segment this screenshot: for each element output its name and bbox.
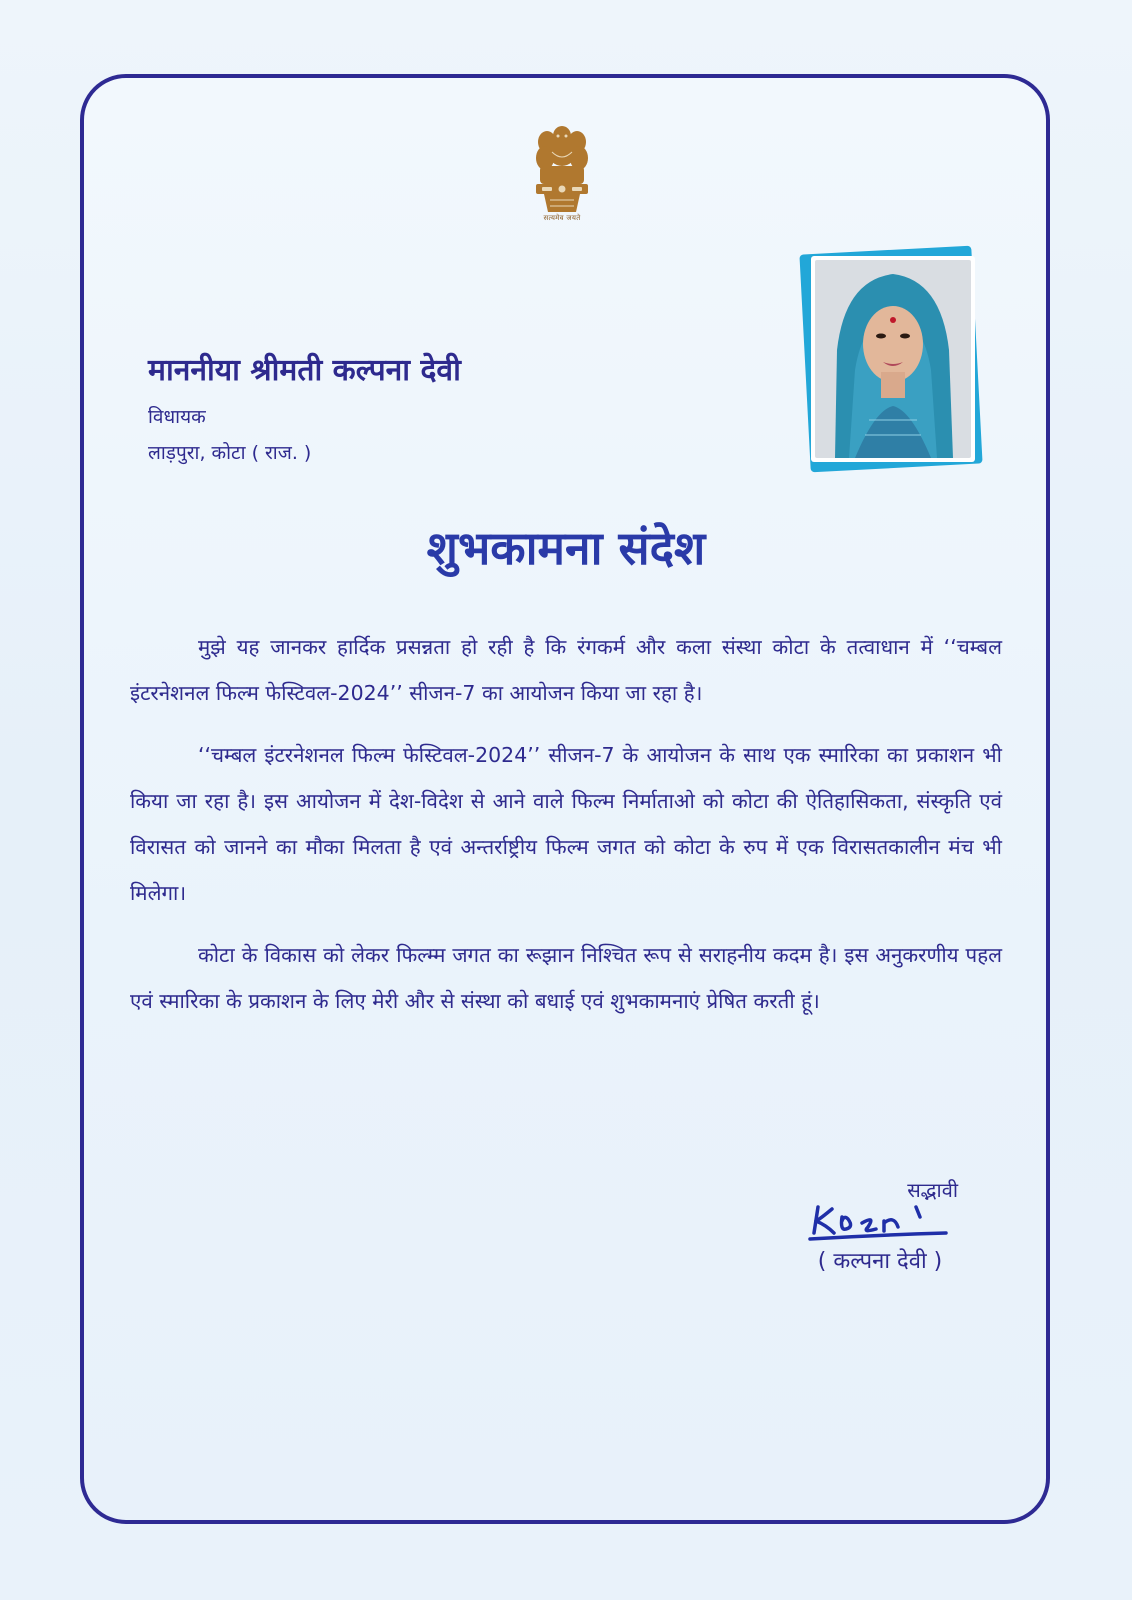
signoff-block <box>760 1176 1000 1275</box>
signature-image <box>806 1197 956 1245</box>
person-role: विधायक <box>148 406 206 428</box>
person-name: माननीया श्रीमती कल्पना देवी <box>148 353 461 388</box>
portrait-photo-frame <box>803 250 981 470</box>
signoff-name: ( कल्पना देवी ) <box>817 1249 943 1274</box>
message-paragraph: ‘‘चम्बल इंटरनेशनल फिल्म फेस्टिवल-2024’’ सीजन-7 के आयोजन के साथ एक स्मारिका का प्रकाशन भी किया जा रहा है। इस आयोजन में देश-विदेश से आने वाले फिल्म निर्माताओ को कोटा की ऐतिहासिकता, संस्कृति एवं विरासत को जानने का मौका मिलता है एवं अन्तर्राष्ट्रीय फिल्म जगत को कोटा के रुप में एक विरासतकालीन मंच भी मिलेगा। <box>130 743 1002 905</box>
message-title: शुभकामना संदेश <box>426 521 706 575</box>
message-paragraph: मुझे यह जानकर हार्दिक प्रसन्नता हो रही है कि रंगकर्म और कला संस्था कोटा के तत्वाधान में ‘‘चम्बल इंटरनेशनल फिल्म फेस्टिवल-2024’’ सीजन-7 का आयोजन किया जा रहा है। <box>130 635 1002 705</box>
message-paragraph: कोटा के विकास को लेकर फिल्म्म जगत का रूझान निश्चित रूप से सराहनीय कदम है। इस अनुकरणीय पहल एवं स्मारिका के प्रकाशन के लिए मेरी और से संस्था को बधाई एवं शुभकामनाएं प्रेषित करती हूं। <box>130 943 1002 1013</box>
message-body <box>130 624 1002 1040</box>
emblem-motto: सत्यमेव जयते <box>543 214 581 222</box>
portrait-photo <box>811 256 975 462</box>
person-info <box>148 348 461 475</box>
signoff-label: सद्भावी <box>907 1178 958 1202</box>
person-location: लाड़पुरा, कोटा ( राज. ) <box>148 442 312 464</box>
